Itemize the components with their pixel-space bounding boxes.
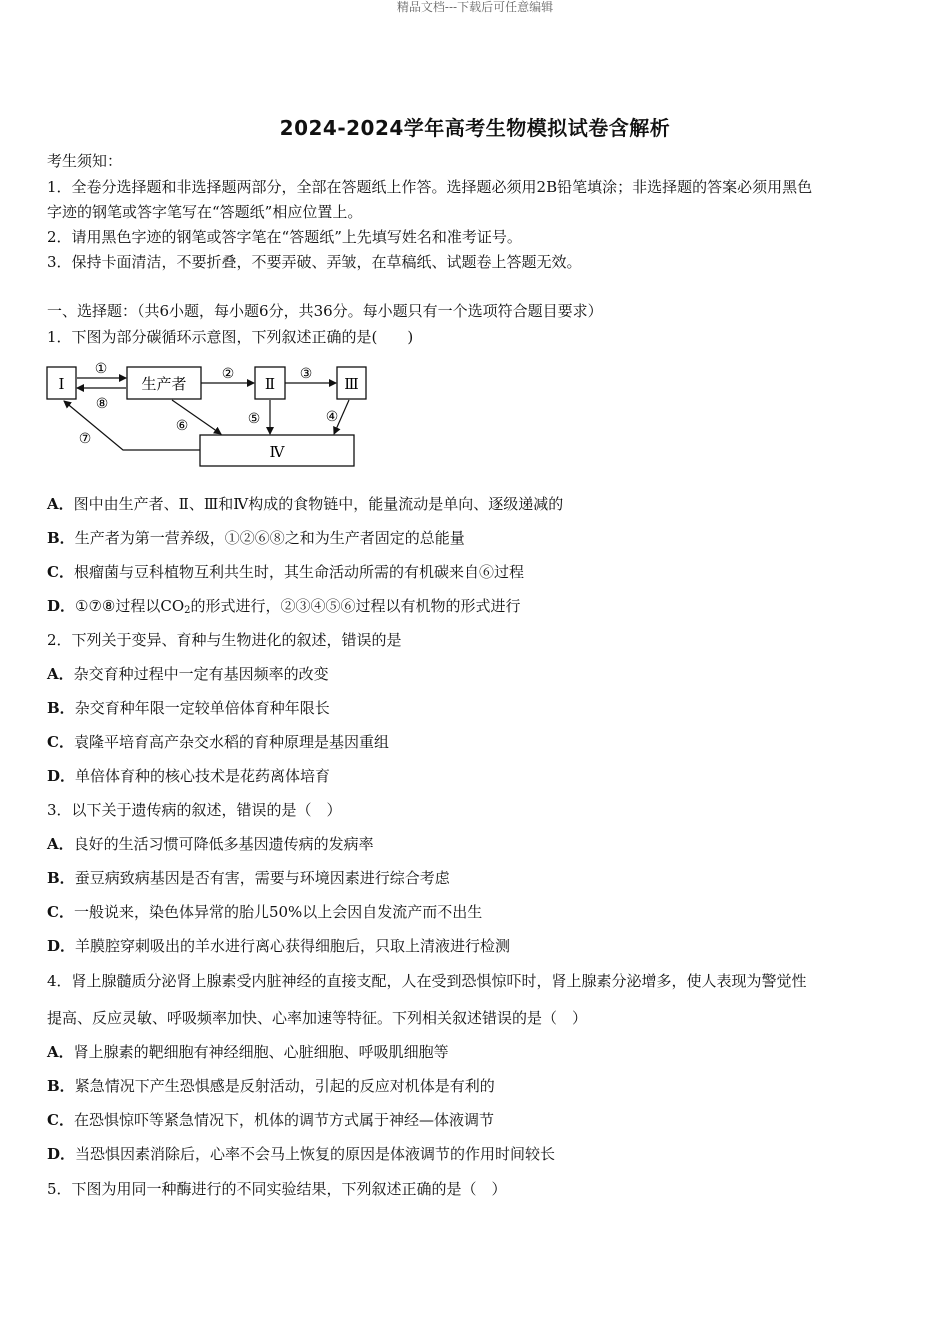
question-4-stem-line-2: 提高、反应灵敏、呼吸频率加快、心率加速等特征。下列相关叙述错误的是（ ） bbox=[47, 1009, 588, 1027]
question-3-stem: 3．以下关于遗传病的叙述，错误的是（ ） bbox=[47, 801, 342, 819]
q3-option-d: D．羊膜腔穿刺吸出的羊水进行离心获得细胞后，只取上清液进行检测 bbox=[47, 937, 511, 955]
label-5: ⑤ bbox=[247, 411, 261, 427]
question-1-stem: 1．下图为部分碳循环示意图，下列叙述正确的是( ) bbox=[47, 328, 414, 346]
notice-item-2: 2．请用黑色字迹的钢笔或答字笔在“答题纸”上先填写姓名和准考证号。 bbox=[47, 228, 522, 246]
q2-option-c: C．袁隆平培育高产杂交水稻的育种原理是基因重组 bbox=[47, 733, 389, 751]
question-5-stem: 5．下图为用同一种酶进行的不同实验结果，下列叙述正确的是（ ） bbox=[47, 1180, 507, 1198]
label-3: ③ bbox=[299, 366, 313, 382]
box-2-label: Ⅱ bbox=[264, 375, 276, 393]
producer-label: 生产者 bbox=[141, 375, 187, 393]
q1-option-a: A．图中由生产者、Ⅱ、Ⅲ和Ⅳ构成的食物链中，能量流动是单向、逐级递减的 bbox=[47, 495, 564, 513]
q2-option-d: D．单倍体育种的核心技术是花药离体培育 bbox=[47, 767, 331, 785]
box-4-label: Ⅳ bbox=[269, 443, 285, 461]
notice-item-1-cont: 字迹的钢笔或答字笔写在“答题纸”相应位置上。 bbox=[47, 203, 363, 221]
page-title: 2024-2024学年高考生物模拟试卷含解析 bbox=[279, 116, 671, 140]
q1-option-d: D．①⑦⑧过程以$CO_2$的形式进行，②③④⑤⑥过程以有机物的形式进行 bbox=[47, 597, 521, 616]
q1-option-b: B．生产者为第一营养级，①②⑥⑧之和为生产者固定的总能量 bbox=[47, 529, 465, 547]
q4-option-a: A．肾上腺素的靶细胞有神经细胞、心脏细胞、呼吸肌细胞等 bbox=[47, 1043, 449, 1061]
q2-option-a: A．杂交育种过程中一定有基因频率的改变 bbox=[47, 665, 329, 683]
q4-option-c: C．在恐惧惊吓等紧急情况下，机体的调节方式属于神经—体液调节 bbox=[47, 1111, 494, 1129]
label-7: ⑦ bbox=[78, 431, 92, 447]
label-6: ⑥ bbox=[175, 418, 189, 434]
box-1-label: Ⅰ bbox=[58, 375, 65, 393]
q3-option-b: B．蚕豆病致病基因是否有害，需要与环境因素进行综合考虑 bbox=[47, 869, 450, 887]
q4-option-b: B．紧急情况下产生恐惧感是反射活动，引起的反应对机体是有利的 bbox=[47, 1077, 495, 1095]
label-8: ⑧ bbox=[95, 396, 109, 412]
q3-option-c: C．一般说来，染色体异常的胎儿50%以上会因自发流产而不出生 bbox=[47, 903, 483, 921]
carbon-cycle-diagram bbox=[40, 360, 370, 470]
watermark: 精品文档---下载后可任意编辑 bbox=[396, 0, 554, 14]
question-2-stem: 2．下列关于变异、育种与生物进化的叙述，错误的是 bbox=[47, 631, 402, 649]
question-4-stem-line-1: 4．肾上腺髓质分泌肾上腺素受内脏神经的直接支配，人在受到恐惧惊吓时，肾上腺素分泌增多，使人表现为警觉性 bbox=[47, 972, 807, 990]
label-2: ② bbox=[221, 366, 235, 382]
section-heading: 一、选择题：（共6小题，每小题6分，共36分。每小题只有一个选项符合题目要求） bbox=[47, 302, 603, 320]
notice-item-1: 1．全卷分选择题和非选择题两部分，全部在答题纸上作答。选择题必须用2B铅笔填涂；非选择题的答案必须用黑色 bbox=[47, 178, 813, 196]
notice-heading: 考生须知： bbox=[47, 152, 123, 170]
box-3-label: Ⅲ bbox=[344, 375, 359, 393]
notice-item-3: 3．保持卡面清洁，不要折叠，不要弄破、弄皱，在草稿纸、试题卷上答题无效。 bbox=[47, 253, 582, 271]
q3-option-a: A．良好的生活习惯可降低多基因遗传病的发病率 bbox=[47, 835, 374, 853]
label-4: ④ bbox=[325, 409, 339, 425]
q1-option-c: C．根瘤菌与豆科植物互利共生时，其生命活动所需的有机碳来自⑥过程 bbox=[47, 563, 524, 581]
q4-option-d: D．当恐惧因素消除后，心率不会马上恢复的原因是体液调节的作用时间较长 bbox=[47, 1145, 556, 1163]
label-1: ① bbox=[94, 361, 108, 377]
q2-option-b: B．杂交育种年限一定较单倍体育种年限长 bbox=[47, 699, 330, 717]
